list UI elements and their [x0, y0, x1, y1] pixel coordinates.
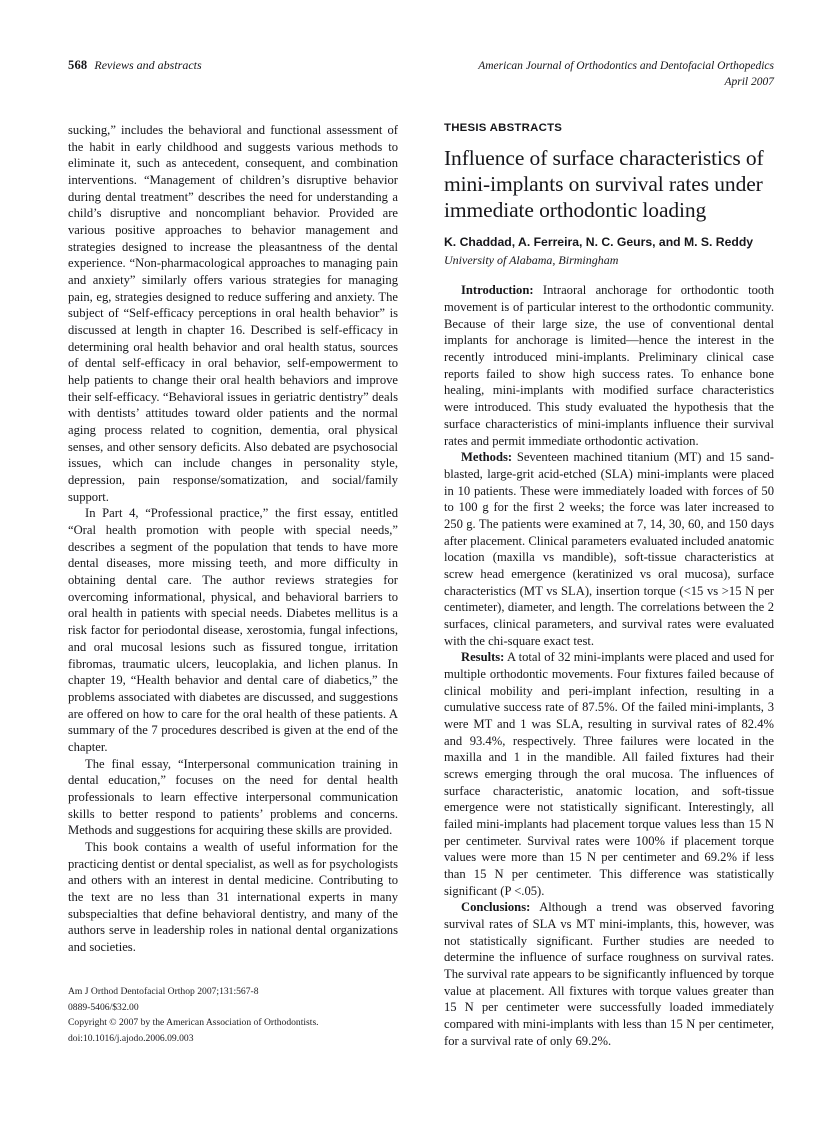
right-column	[444, 122, 774, 1049]
body-paragraph: sucking,” includes the behavioral and functional assessment of the habit in early childhood and suggests various methods to eliminate it, such as antecedent, consequent, and combination interventions. “Management of children’s disruptive behavior during dental treatment” describes the need for understanding a child’s disruptive and noncompliant behavior. Provided are various positive approaches to behavior management and strategies designed to increase the pleasantness of the dental experience. “Non-pharmacological approaches to managing pain and anxiety” similarly offers various strategies for managing pain, eg, strategies designed to reduce suffering and anxiety. The subject of “Self-efficacy perceptions in oral health behavior” is discussed at length in chapter 16. Described is self-efficacy in determining oral health behavior and oral health status, sources of dental self-efficacy in oral behavior, self-empowerment to help patients to change their oral health behaviors and improve their self-efficacy. “Behavioral issues in geriatric dentistry” deals with dentists’ attitudes toward older patients and the normal aging process related to cognition, dementia, oral physical senses, and other sensory deficits. Also debated are psychosocial issues, which can include changes in personality style, depression, pain response/somatization, and social/family support.	[68, 123, 398, 504]
abstract-text-results: A total of 32 mini-implants were placed and used for multiple orthodontic movements. Four fixtures failed because of clinical mobility and peri-implant infection, resulting in a cumulative success rate of 87.5%. Of the failed mini-implants, 3 were MT and 1 was SLA, resulting in survival rates of 82.4% and 93.4%, respectively. Three failures were located in the maxilla and 1 in the mandible. All failed fixtures had their screws emerging through the oral mucosa. The influences of surface characteristic, anatomic location, and soft-tissue emergence were not statistically significant. Interestingly, all failed mini-implants had placement torque values less than 15 N per centimeter. Survival rates were 100% if placement torque values were more than 15 N per centimeter and 69.2% if less than 15 N per centimeter. This difference was statistically significant (P <.05).	[444, 650, 774, 898]
article-title: Influence of surface characteristics of mini-implants on survival rates under immediate orthodontic loading	[444, 146, 764, 222]
author-list: K. Chaddad, A. Ferreira, N. C. Geurs, and M. S. Reddy	[444, 235, 754, 249]
abstract-section-introduction	[444, 282, 774, 449]
imprint-issn: 0889-5406/$32.00	[68, 1001, 139, 1013]
journal-name: American Journal of Orthodontics and Dentofacial Orthopedics	[478, 60, 774, 72]
running-head-left	[68, 58, 202, 74]
abstract-label-results: Results:	[461, 650, 505, 665]
body-paragraph: The final essay, “Interpersonal communication training in dental education,” focuses on the need for dental health professionals to learn effective interpersonal communication skills to better respond to patients’ problems and concerns. Methods and suggestions for acquiring these skills are provided.	[68, 756, 398, 838]
abstract-label-introduction: Introduction:	[461, 283, 534, 298]
author-affiliation: University of Alabama, Birmingham	[444, 252, 619, 267]
abstract-text-introduction: Intraoral anchorage for orthodontic tooth movement is of particular interest to the orthodontic community. Because of their large size, the use of conventional dental implants for anchorage is limited—hence the interest in the recently introduced mini-implants. Preliminary clinical case reports failed to show high success rates. To enhance bone healing, mini-implants with modified surface characteristics were introduced. This study evaluated the hypothesis that the surface characteristics of mini-implants influence their survival rates and permit immediate orthodontic activation.	[444, 283, 774, 448]
page-number: 568	[68, 58, 88, 72]
running-head-right	[478, 58, 774, 91]
abstract-text-methods: Seventeen machined titanium (MT) and 15 sand-blasted, large-grit acid-etched (SLA) mini-implants were placed in 10 patients. These were immediately loaded with forces of 50 to 100 g for the first 2 weeks; the force was later increased to 250 g. The patients were examined at 7, 14, 30, 60, and 150 days after placement. Clinical parameters evaluated included anatomic location (maxilla vs mandible), soft-tissue characteristics at screw head emergence (keratinized vs oral mucosa), surface characteristics (MT vs SLA), insertion torque (<15 vs >15 N per centimeter), diameter, and length. The correlations between the 2 surfaces, clinical parameters, and survival rates were evaluated with the chi-square exact test.	[444, 450, 774, 648]
body-paragraph: This book contains a wealth of useful information for the practicing dentist or dental specialist, as well as for psychologists and others with an interest in dental medicine. Contributing to the text are no less than 31 international experts in many subspecialties that define behavioral dentistry, and many of the authors serve in leadership roles in national dental organizations and societies.	[68, 839, 398, 954]
imprint-copyright: Copyright © 2007 by the American Association of Orthodontists.	[68, 1017, 319, 1029]
abstract-text-conclusions: Although a trend was observed favoring survival rates of SLA vs MT mini-implants, this, however, was not statistically significant. Further studies are needed to determine the influence of surface roughness on survival rates. The survival rate appears to be significantly influenced by torque value at placement. All fixtures with torque values greater than 15 N per centimeter were successfully loaded immediately compared with mini-implants with less than 15 N per centimeter, for a survival rate of only 69.2%.	[444, 900, 774, 1048]
abstract-label-methods: Methods:	[461, 450, 513, 465]
body-columns	[68, 122, 774, 1062]
imprint-block	[68, 984, 408, 1046]
abstract-section-results	[444, 649, 774, 899]
imprint-doi: doi:10.1016/j.ajodo.2006.09.003	[68, 1032, 194, 1044]
issue-date: April 2007	[724, 76, 774, 89]
body-paragraph: In Part 4, “Professional practice,” the first essay, entitled “Oral health promotion with people with special needs,” describes a segment of the population that tends to have more dental diseases, more missing teeth, and more difficulty in obtaining dental care. The author reviews strategies for overcoming informational, physical, and behavioral barriers to oral health in patients with special needs. Diabetes mellitus is a risk factor for periodontal disease, xerostomia, fungal infections, and oral mucosal lesions such as fissured tongue, irritation fibromas, traumatic ulcers, leucoplakia, and lichen planus. In chapter 19, “Health behavior and dental care of diabetics,” the problems associated with diabetes are discussed, and suggestions are offered on how to care for the oral health of these patients. A summary of the 7 procedures described is given at the end of the chapter.	[68, 506, 398, 754]
imprint-citation: Am J Orthod Dentofacial Orthop 2007;131:567-8	[68, 986, 259, 997]
abstract-label-conclusions: Conclusions:	[461, 900, 531, 915]
section-kicker: THESIS ABSTRACTS	[444, 122, 563, 134]
abstract-section-methods	[444, 449, 774, 649]
running-head	[68, 58, 774, 91]
left-column	[68, 122, 398, 956]
abstract-section-conclusions	[444, 899, 774, 1049]
running-head-section: Reviews and abstracts	[94, 58, 202, 72]
